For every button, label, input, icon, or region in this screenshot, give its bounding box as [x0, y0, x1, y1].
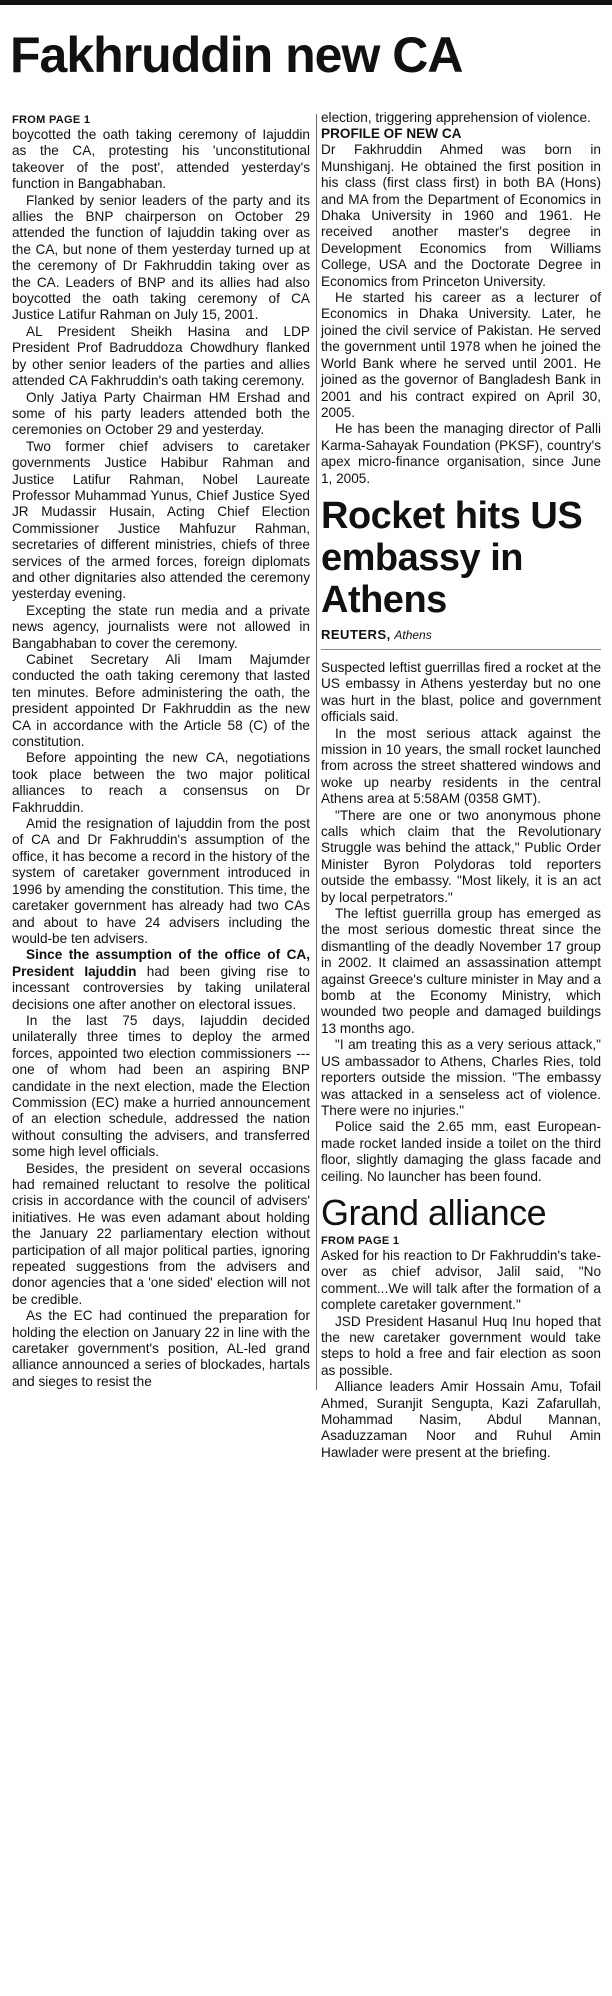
article-paragraph: Excepting the state run media and a private news agency, journalists were not allowed in Bangabhaban to cover the ceremony.	[12, 602, 310, 651]
profile-heading: PROFILE OF NEW CA	[321, 126, 462, 142]
left-column	[12, 114, 317, 1390]
bold-lead: Since the assumption of the office of CA, President Iajuddin	[12, 947, 310, 979]
profile-paragraph: He started his career as a lecturer of Economics in Dhaka University. Later, he joined the civil service of Pakistan. He served the government until 1978 when he joined the World Bank where he served until 2001. He joined as the governor of Bangladesh Bank in 2001 and his contract expired on April 30, 2005.	[321, 290, 601, 420]
article-paragraph: In the last 75 days, Iajuddin decided unilaterally three times to deploy the armed forces, appointed two election commissioners --- one of whom had been an aspiring BNP candidate in the next election, made the Election Commission (EC) make a hurried announcement of an election schedule, addressed the nation without consulting the advisers, and transferred some high level officials.	[12, 1012, 310, 1160]
rocket-paragraph: Police said the 2.65 mm, east European-made rocket landed inside a toilet on the third floor, slightly damaging the glass facade and ceiling. No launcher has been found.	[321, 1119, 601, 1184]
rocket-byline	[321, 627, 601, 650]
rocket-headline: Rocket hits US embassy in Athens	[321, 494, 583, 621]
bold-lead-rest: had been giving rise to incessant controversies by taking unilateral decisions one after another on electoral issues.	[12, 963, 310, 1012]
article-paragraph-bold-lead	[12, 947, 310, 1013]
article-paragraph: boycotted the oath taking ceremony of Iajuddin as the CA, protesting his 'unconstitutional takeover of the post', attended yesterday's function in Bangabhaban.	[12, 127, 310, 192]
alliance-paragraph: Alliance leaders Amir Hossain Amu, Tofail Ahmed, Suranjit Sengupta, Kazi Zafarullah, Mohammad Nasim, Abdul Mannan, Asaduzzaman Noor and Ruhul Amin Hawlader were present at the briefing.	[321, 1379, 601, 1460]
article-paragraph: Cabinet Secretary Ali Imam Majumder conducted the oath taking ceremony that lasted ten minutes. Before administering the oath, the president appointed Dr Fakhruddin as the new CA in accordance with the Article 58 (C) of the constitution.	[12, 652, 310, 750]
article-paragraph: Besides, the president on several occasions had remained reluctant to resolve the political crisis in accordance with the council of advisers' initiatives. He was even adamant about holding the January 22 parliamentary election without participation of all major political parties, ignoring repeated suggestions from the advisers and donor agencies that a 'one sided' election will not be credible.	[12, 1160, 310, 1307]
rocket-paragraph: In the most serious attack against the mission in 10 years, the small rocket launched from across the street shattered windows and woke up nearby residents in the central Athens area at 5:58AM (0358 GMT).	[321, 725, 601, 807]
alliance-from-page-label: FROM PAGE 1	[321, 1234, 400, 1247]
article-paragraph: Before appointing the new CA, negotiations took place between the two major political alliances to reach a consensus on Dr Fakhruddin.	[12, 750, 310, 815]
profile-paragraph: He has been the managing director of Palli Karma-Sahayak Foundation (PKSF), country's apex micro-finance organisation, since June 1, 2005.	[321, 421, 601, 486]
rocket-paragraph: "I am treating this as a very serious attack," US ambassador to Athens, Charles Ries, told reporters outside the mission. "The embassy was attacked in a senseless act of violence. There were no injuries."	[321, 1037, 601, 1118]
from-page-label: FROM PAGE 1	[12, 114, 91, 126]
article-paragraph: Two former chief advisers to caretaker governments Justice Habibur Rahman and Justice Latifur Rahman, Nobel Laureate Professor Muhammad Yunus, Chief Justice Syed JR Mudassir Husain, Acting Chief Election Commissioner Justice Mahfuzur Rahman, secretaries of different ministries, chiefs of three services of the armed forces, foreign diplomats and other dignitaries also attended the ceremony yesterday evening.	[12, 438, 310, 602]
top-rule	[0, 0, 612, 5]
right-column	[321, 110, 601, 1461]
profile-paragraph: Dr Fakhruddin Ahmed was born in Munshiganj. He obtained the first position in his class (first class first) in both BA (Hons) and MA from the Department of Economics in Dhaka University in 1960 and 1961. He received another master's degree in Development Economics from Williams College, USA and the Doctorate Degree in Economics from Princeton University.	[321, 142, 601, 289]
byline-place: Athens	[394, 627, 432, 642]
article-paragraph: AL President Sheikh Hasina and LDP President Prof Badruddoza Chowdhury flanked by other senior leaders of the parties and allies attended CA Fakhruddin's oath taking ceremony.	[12, 323, 310, 389]
article-continuation: election, triggering apprehension of violence.	[321, 110, 591, 125]
rocket-paragraph: Suspected leftist guerrillas fired a rocket at the US embassy in Athens yesterday but no one was hurt in the blast, police and government officials said.	[321, 659, 601, 725]
alliance-paragraph: JSD President Hasanul Huq Inu hoped that the new caretaker government would take steps to hold a free and fair election as soon as possible.	[321, 1313, 601, 1378]
rocket-paragraph: The leftist guerrilla group has emerged as the most serious domestic threat since the dismantling of the deadly November 17 group in 2002. It claimed an assassination attempt against Greece's culture minister in May and a bomb at the Economy Ministry, which wounded two people and damaged buildings 13 months ago.	[321, 906, 601, 1036]
article-paragraph: Flanked by senior leaders of the party and its allies the BNP chairperson on October 29 attended the function of Iajuddin taking over as the CA, but none of them yesterday turned up at the ceremony of Dr Fakhruddin taking over as the CA. Leaders of BNP and its allies had also boycotted the oath taking ceremony of CA Justice Latifur Rahman on July 15, 2001.	[12, 192, 310, 323]
alliance-paragraph: Asked for his reaction to Dr Fakhruddin's take-over as chief advisor, Jalil said, "No comment...We will talk after the formation of a complete caretaker government."	[321, 1247, 601, 1313]
byline-agency: REUTERS,	[321, 626, 391, 642]
rocket-paragraph: "There are one or two anonymous phone calls which claim that the Revolutionary Struggle was behind the attack," Public Order Minister Byron Polydoras told reporters outside the embassy. "Most likely, it is an act by local perpetrators."	[321, 807, 601, 905]
alliance-headline: Grand alliance	[321, 1191, 547, 1233]
article-paragraph: As the EC had continued the preparation for holding the election on January 22 in line with the caretaker government's position, AL-led grand alliance announced a series of blockades, hartals and sieges to resist the	[12, 1308, 310, 1389]
article-paragraph: Amid the resignation of Iajuddin from the post of CA and Dr Fakhruddin's assumption of the office, it has become a record in the history of the system of caretaker government introduced in 1996 by amending the constitution. This time, the caretaker government has already had two CAs and about to have 24 advisers including the would-be ten advisers.	[12, 816, 310, 946]
article-paragraph: Only Jatiya Party Chairman HM Ershad and some of his party leaders attended both the ceremonies on October 29 and yesterday.	[12, 389, 310, 438]
main-headline: Fakhruddin new CA	[10, 27, 463, 83]
